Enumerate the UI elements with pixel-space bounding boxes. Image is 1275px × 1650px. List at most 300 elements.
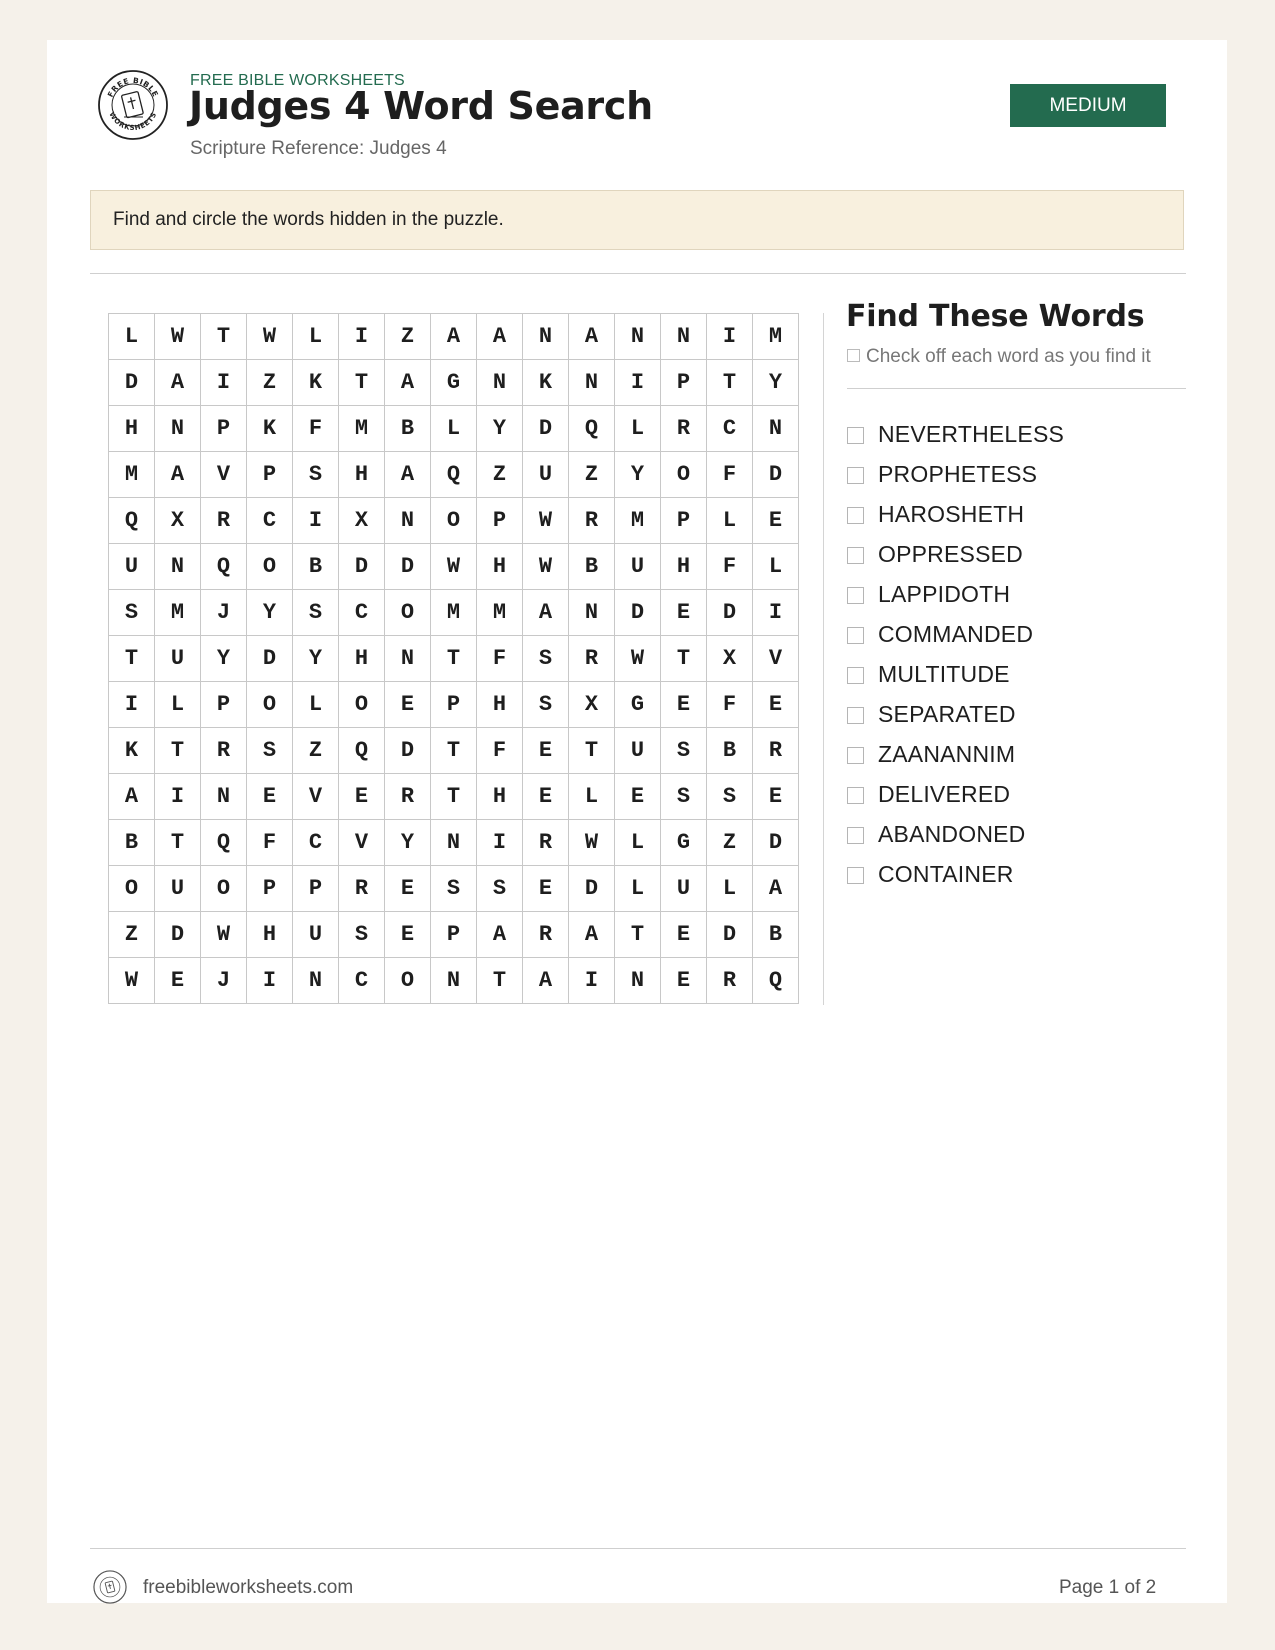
grid-cell[interactable]: P (201, 682, 247, 728)
grid-cell[interactable]: R (201, 728, 247, 774)
grid-cell[interactable]: W (109, 958, 155, 1004)
grid-cell[interactable]: F (707, 544, 753, 590)
grid-cell[interactable]: T (339, 360, 385, 406)
grid-row (109, 912, 799, 958)
grid-cell[interactable]: A (569, 912, 615, 958)
grid-cell[interactable]: Z (707, 820, 753, 866)
grid-cell[interactable]: I (569, 958, 615, 1004)
word-list-item[interactable] (847, 654, 1064, 694)
grid-cell[interactable]: D (339, 544, 385, 590)
grid-cell[interactable]: L (293, 314, 339, 360)
grid-cell[interactable]: O (201, 866, 247, 912)
grid-cell[interactable]: Z (569, 452, 615, 498)
grid-cell[interactable]: N (615, 958, 661, 1004)
grid-cell[interactable]: B (753, 912, 799, 958)
grid-cell[interactable]: L (431, 406, 477, 452)
grid-cell[interactable]: I (707, 314, 753, 360)
checkbox-icon[interactable] (847, 667, 864, 684)
grid-cell[interactable]: D (753, 452, 799, 498)
grid-cell[interactable]: E (753, 774, 799, 820)
grid-cell[interactable]: Y (477, 406, 523, 452)
word-list-item[interactable] (847, 694, 1064, 734)
grid-cell[interactable]: W (615, 636, 661, 682)
grid-cell[interactable]: E (753, 682, 799, 728)
grid-cell[interactable]: L (155, 682, 201, 728)
grid-cell[interactable]: S (523, 636, 569, 682)
grid-cell[interactable]: B (707, 728, 753, 774)
grid-cell[interactable]: L (109, 314, 155, 360)
grid-cell[interactable]: S (339, 912, 385, 958)
grid-cell[interactable]: E (385, 866, 431, 912)
grid-cell[interactable]: C (247, 498, 293, 544)
grid-cell[interactable]: N (431, 820, 477, 866)
word-list-subtitle-text: Check off each word as you find it (866, 346, 1151, 367)
grid-cell[interactable]: K (293, 360, 339, 406)
grid-cell[interactable]: W (569, 820, 615, 866)
grid-cell[interactable]: G (661, 820, 707, 866)
grid-cell[interactable]: U (109, 544, 155, 590)
grid-cell[interactable]: Z (385, 314, 431, 360)
checkbox-icon[interactable] (847, 867, 864, 884)
grid-cell[interactable]: T (707, 360, 753, 406)
grid-cell[interactable]: D (247, 636, 293, 682)
grid-cell[interactable]: D (753, 820, 799, 866)
word-label: LAPPIDOTH (878, 580, 1011, 607)
grid-row (109, 958, 799, 1004)
checkbox-icon[interactable] (847, 787, 864, 804)
grid-cell[interactable]: Q (339, 728, 385, 774)
grid-cell[interactable]: P (431, 912, 477, 958)
grid-cell[interactable]: D (385, 728, 431, 774)
word-label: NEVERTHELESS (878, 420, 1065, 447)
grid-cell[interactable]: P (247, 866, 293, 912)
grid-cell[interactable]: N (569, 360, 615, 406)
grid-cell[interactable]: E (523, 866, 569, 912)
grid-cell[interactable]: S (661, 774, 707, 820)
grid-cell[interactable]: U (293, 912, 339, 958)
grid-cell[interactable]: M (753, 314, 799, 360)
word-list-item[interactable] (847, 614, 1064, 654)
column-divider (823, 313, 824, 1005)
grid-cell[interactable]: P (661, 498, 707, 544)
word-list-item[interactable] (847, 814, 1064, 854)
grid-cell[interactable]: T (155, 820, 201, 866)
grid-cell[interactable]: O (385, 958, 431, 1004)
grid-cell[interactable]: E (661, 590, 707, 636)
grid-cell[interactable]: P (201, 406, 247, 452)
grid-cell[interactable]: A (477, 912, 523, 958)
grid-cell[interactable]: R (523, 820, 569, 866)
grid-cell[interactable]: N (661, 314, 707, 360)
grid-cell[interactable]: T (109, 636, 155, 682)
grid-cell[interactable]: S (707, 774, 753, 820)
grid-cell[interactable]: O (339, 682, 385, 728)
grid-row (109, 406, 799, 452)
grid-cell[interactable]: M (109, 452, 155, 498)
footer-site-url: freebibleworksheets.com (143, 1577, 354, 1598)
grid-cell[interactable]: C (293, 820, 339, 866)
grid-cell[interactable]: P (477, 498, 523, 544)
grid-cell[interactable]: E (523, 774, 569, 820)
grid-cell[interactable]: D (707, 590, 753, 636)
grid-cell[interactable]: E (753, 498, 799, 544)
grid-cell[interactable]: N (385, 498, 431, 544)
word-list-item[interactable] (847, 534, 1064, 574)
grid-cell[interactable]: M (155, 590, 201, 636)
grid-cell[interactable]: A (523, 590, 569, 636)
grid-cell[interactable]: T (615, 912, 661, 958)
grid-cell[interactable]: Q (109, 498, 155, 544)
grid-cell[interactable]: H (477, 544, 523, 590)
word-search-grid (108, 313, 799, 1004)
grid-cell[interactable]: C (339, 590, 385, 636)
grid-cell[interactable]: M (615, 498, 661, 544)
grid-cell[interactable]: A (431, 314, 477, 360)
instructions-box: Find and circle the words hidden in the puzzle. (90, 190, 1184, 250)
checkbox-icon[interactable] (847, 747, 864, 764)
grid-cell[interactable]: N (477, 360, 523, 406)
grid-cell[interactable]: J (201, 590, 247, 636)
logo-text-bottom: WORKSHEETS (107, 110, 159, 133)
grid-cell[interactable]: W (523, 498, 569, 544)
grid-cell[interactable]: W (155, 314, 201, 360)
word-list (847, 414, 1064, 894)
grid-cell[interactable]: G (431, 360, 477, 406)
grid-cell[interactable]: W (247, 314, 293, 360)
word-list-divider (847, 388, 1186, 389)
grid-cell[interactable]: Q (201, 820, 247, 866)
grid-cell[interactable]: E (385, 912, 431, 958)
grid-cell[interactable]: V (753, 636, 799, 682)
grid-cell[interactable]: A (385, 360, 431, 406)
grid-row (109, 544, 799, 590)
grid-cell[interactable]: S (431, 866, 477, 912)
grid-cell[interactable]: T (431, 774, 477, 820)
grid-cell[interactable]: A (523, 958, 569, 1004)
grid-cell[interactable]: X (339, 498, 385, 544)
grid-row (109, 452, 799, 498)
grid-row (109, 866, 799, 912)
grid-cell[interactable]: F (707, 452, 753, 498)
grid-cell[interactable]: A (753, 866, 799, 912)
grid-cell[interactable]: H (109, 406, 155, 452)
grid-cell[interactable]: S (247, 728, 293, 774)
grid-cell[interactable]: V (293, 774, 339, 820)
grid-cell[interactable]: R (753, 728, 799, 774)
grid-cell[interactable]: Y (247, 590, 293, 636)
section-divider (90, 273, 1186, 274)
word-label: PROPHETESS (878, 460, 1038, 487)
grid-cell[interactable]: Y (293, 636, 339, 682)
grid-row (109, 682, 799, 728)
word-label: OPPRESSED (878, 540, 1023, 567)
grid-cell[interactable]: Q (753, 958, 799, 1004)
grid-cell[interactable]: S (477, 866, 523, 912)
grid-cell[interactable]: F (477, 728, 523, 774)
grid-cell[interactable]: S (293, 590, 339, 636)
grid-cell[interactable]: M (477, 590, 523, 636)
word-label: HAROSHETH (878, 500, 1025, 527)
grid-cell[interactable]: L (615, 866, 661, 912)
grid-cell[interactable]: I (339, 314, 385, 360)
grid-cell[interactable]: P (293, 866, 339, 912)
grid-cell[interactable]: I (753, 590, 799, 636)
grid-cell[interactable]: L (707, 866, 753, 912)
grid-cell[interactable]: E (661, 958, 707, 1004)
grid-cell[interactable]: Z (477, 452, 523, 498)
grid-cell[interactable]: B (385, 406, 431, 452)
grid-cell[interactable]: M (431, 590, 477, 636)
grid-cell[interactable]: O (661, 452, 707, 498)
grid-cell[interactable]: R (385, 774, 431, 820)
grid-cell[interactable]: A (109, 774, 155, 820)
grid-cell[interactable]: T (155, 728, 201, 774)
grid-cell[interactable]: I (615, 360, 661, 406)
grid-cell[interactable]: Z (247, 360, 293, 406)
grid-cell[interactable]: F (477, 636, 523, 682)
grid-cell[interactable]: E (385, 682, 431, 728)
grid-cell[interactable]: A (477, 314, 523, 360)
word-label: ABANDONED (878, 820, 1026, 847)
difficulty-badge: MEDIUM (1010, 84, 1166, 127)
grid-cell[interactable]: J (201, 958, 247, 1004)
word-list-item[interactable] (847, 494, 1064, 534)
grid-cell[interactable]: T (201, 314, 247, 360)
grid-cell[interactable]: P (431, 682, 477, 728)
grid-cell[interactable]: L (569, 774, 615, 820)
grid-cell[interactable]: F (247, 820, 293, 866)
grid-cell[interactable]: L (615, 406, 661, 452)
word-list-item[interactable] (847, 414, 1064, 454)
grid-cell[interactable]: N (569, 590, 615, 636)
footer-divider (90, 1548, 1186, 1549)
grid-cell[interactable]: E (661, 682, 707, 728)
bible-seal-logo-icon (97, 69, 169, 141)
grid-cell[interactable]: P (661, 360, 707, 406)
word-label: ZAANANNIM (878, 740, 1016, 767)
grid-cell[interactable]: U (615, 728, 661, 774)
checkbox-icon[interactable] (847, 547, 864, 564)
grid-cell[interactable]: T (431, 728, 477, 774)
grid-cell[interactable]: U (155, 636, 201, 682)
grid-cell[interactable]: A (155, 360, 201, 406)
grid-cell[interactable]: W (523, 544, 569, 590)
grid-cell[interactable]: H (661, 544, 707, 590)
grid-cell[interactable]: D (615, 590, 661, 636)
grid-cell[interactable]: V (339, 820, 385, 866)
grid-cell[interactable]: U (615, 544, 661, 590)
worksheet-page (47, 40, 1227, 1603)
grid-cell[interactable]: L (707, 498, 753, 544)
grid-cell[interactable]: H (477, 682, 523, 728)
checkbox-icon[interactable] (847, 627, 864, 644)
grid-cell[interactable]: D (569, 866, 615, 912)
grid-cell[interactable]: K (523, 360, 569, 406)
grid-row (109, 820, 799, 866)
grid-cell[interactable]: E (155, 958, 201, 1004)
grid-cell[interactable]: E (661, 912, 707, 958)
grid-cell[interactable]: O (247, 544, 293, 590)
site-name: FREE BIBLE WORKSHEETS (190, 72, 405, 89)
grid-cell[interactable]: H (339, 636, 385, 682)
grid-cell[interactable]: Z (109, 912, 155, 958)
grid-cell[interactable]: O (109, 866, 155, 912)
grid-cell[interactable]: D (155, 912, 201, 958)
grid-cell[interactable]: T (431, 636, 477, 682)
grid-cell[interactable]: D (385, 544, 431, 590)
grid-cell[interactable]: G (615, 682, 661, 728)
grid-cell[interactable]: K (247, 406, 293, 452)
grid-row (109, 728, 799, 774)
grid-cell[interactable]: S (293, 452, 339, 498)
grid-row (109, 314, 799, 360)
grid-cell[interactable]: Q (201, 544, 247, 590)
grid-cell[interactable]: P (247, 452, 293, 498)
grid-cell[interactable]: X (155, 498, 201, 544)
word-label: MULTITUDE (878, 660, 1010, 687)
checkbox-icon[interactable] (847, 427, 864, 444)
grid-cell[interactable]: L (615, 820, 661, 866)
grid-cell[interactable]: Y (615, 452, 661, 498)
grid-cell[interactable]: X (569, 682, 615, 728)
page-number: Page 1 of 2 (1059, 1577, 1157, 1598)
grid-cell[interactable]: Y (753, 360, 799, 406)
grid-cell[interactable]: W (431, 544, 477, 590)
grid-cell[interactable]: U (523, 452, 569, 498)
grid-cell[interactable]: T (477, 958, 523, 1004)
grid-cell[interactable]: Y (201, 636, 247, 682)
grid-cell[interactable]: N (201, 774, 247, 820)
word-label: SEPARATED (878, 700, 1016, 727)
grid-cell[interactable]: E (247, 774, 293, 820)
grid-cell[interactable]: R (201, 498, 247, 544)
grid-cell[interactable]: I (477, 820, 523, 866)
grid-cell[interactable]: N (155, 406, 201, 452)
svg-text:WORKSHEETS (107, 111, 158, 132)
word-list-item[interactable] (847, 454, 1064, 494)
grid-cell[interactable]: K (109, 728, 155, 774)
grid-cell[interactable]: D (109, 360, 155, 406)
scripture-reference: Scripture Reference: Judges 4 (190, 138, 447, 159)
grid-cell[interactable]: R (523, 912, 569, 958)
grid-row (109, 590, 799, 636)
grid-cell[interactable]: F (707, 682, 753, 728)
grid-cell[interactable]: O (247, 682, 293, 728)
grid-cell[interactable]: N (155, 544, 201, 590)
grid-cell[interactable]: T (661, 636, 707, 682)
grid-cell[interactable]: H (477, 774, 523, 820)
grid-cell[interactable]: E (523, 728, 569, 774)
grid-cell[interactable]: I (201, 360, 247, 406)
grid-cell[interactable]: B (109, 820, 155, 866)
grid-cell[interactable]: N (523, 314, 569, 360)
grid-cell[interactable]: L (293, 682, 339, 728)
grid-cell[interactable]: H (247, 912, 293, 958)
grid-cell[interactable]: S (523, 682, 569, 728)
grid-cell[interactable]: D (707, 912, 753, 958)
grid-cell[interactable]: V (201, 452, 247, 498)
word-list-subtitle (847, 346, 1151, 368)
grid-cell[interactable]: O (431, 498, 477, 544)
grid-cell[interactable]: S (109, 590, 155, 636)
grid-cell[interactable]: R (569, 636, 615, 682)
grid-cell[interactable]: N (615, 314, 661, 360)
grid-cell[interactable]: N (293, 958, 339, 1004)
grid-cell[interactable]: I (247, 958, 293, 1004)
grid-cell[interactable]: N (431, 958, 477, 1004)
svg-text:FREE BIBLE (106, 76, 160, 99)
grid-cell[interactable]: N (385, 636, 431, 682)
grid-cell[interactable]: N (753, 406, 799, 452)
word-list-item[interactable] (847, 734, 1064, 774)
page-title: Judges 4 Word Search (189, 84, 653, 128)
grid-row (109, 774, 799, 820)
grid-cell[interactable]: C (339, 958, 385, 1004)
grid-cell[interactable]: F (293, 406, 339, 452)
grid-cell[interactable]: O (385, 590, 431, 636)
grid-cell[interactable]: U (155, 866, 201, 912)
grid-cell[interactable]: I (109, 682, 155, 728)
word-list-title: Find These Words (846, 299, 1145, 334)
word-label: COMMANDED (878, 620, 1034, 647)
grid-cell[interactable]: D (523, 406, 569, 452)
grid-cell[interactable]: W (201, 912, 247, 958)
grid-cell[interactable]: Z (293, 728, 339, 774)
grid-cell[interactable]: A (569, 314, 615, 360)
word-label: DELIVERED (878, 780, 1011, 807)
checkbox-icon[interactable] (847, 467, 864, 484)
word-list-item[interactable] (847, 854, 1064, 894)
word-list-item[interactable] (847, 774, 1064, 814)
grid-cell[interactable]: M (339, 406, 385, 452)
grid-cell[interactable]: Y (385, 820, 431, 866)
grid-cell[interactable]: A (155, 452, 201, 498)
word-list-item[interactable] (847, 574, 1064, 614)
grid-cell[interactable]: C (707, 406, 753, 452)
checkbox-icon[interactable] (847, 827, 864, 844)
grid-cell[interactable]: B (569, 544, 615, 590)
grid-cell[interactable]: R (661, 406, 707, 452)
logo-text-top: FREE BIBLE (105, 75, 161, 99)
grid-cell[interactable]: A (385, 452, 431, 498)
grid-cell[interactable]: H (339, 452, 385, 498)
grid-cell[interactable]: I (155, 774, 201, 820)
grid-cell[interactable]: R (707, 958, 753, 1004)
grid-cell[interactable]: Q (431, 452, 477, 498)
grid-cell[interactable]: E (339, 774, 385, 820)
grid-cell[interactable]: U (661, 866, 707, 912)
checkbox-icon (847, 349, 860, 362)
grid-cell[interactable]: I (293, 498, 339, 544)
footer-seal-logo-icon (93, 1570, 127, 1604)
grid-row (109, 360, 799, 406)
grid-row (109, 498, 799, 544)
grid-cell[interactable]: T (569, 728, 615, 774)
grid-cell[interactable]: R (569, 498, 615, 544)
grid-cell[interactable]: E (615, 774, 661, 820)
checkbox-icon[interactable] (847, 507, 864, 524)
grid-cell[interactable]: B (293, 544, 339, 590)
checkbox-icon[interactable] (847, 587, 864, 604)
grid-cell[interactable]: Q (569, 406, 615, 452)
grid-row (109, 636, 799, 682)
word-label: CONTAINER (878, 860, 1014, 887)
grid-cell[interactable]: R (339, 866, 385, 912)
grid-cell[interactable]: L (753, 544, 799, 590)
checkbox-icon[interactable] (847, 707, 864, 724)
grid-cell[interactable]: S (661, 728, 707, 774)
grid-cell[interactable]: X (707, 636, 753, 682)
